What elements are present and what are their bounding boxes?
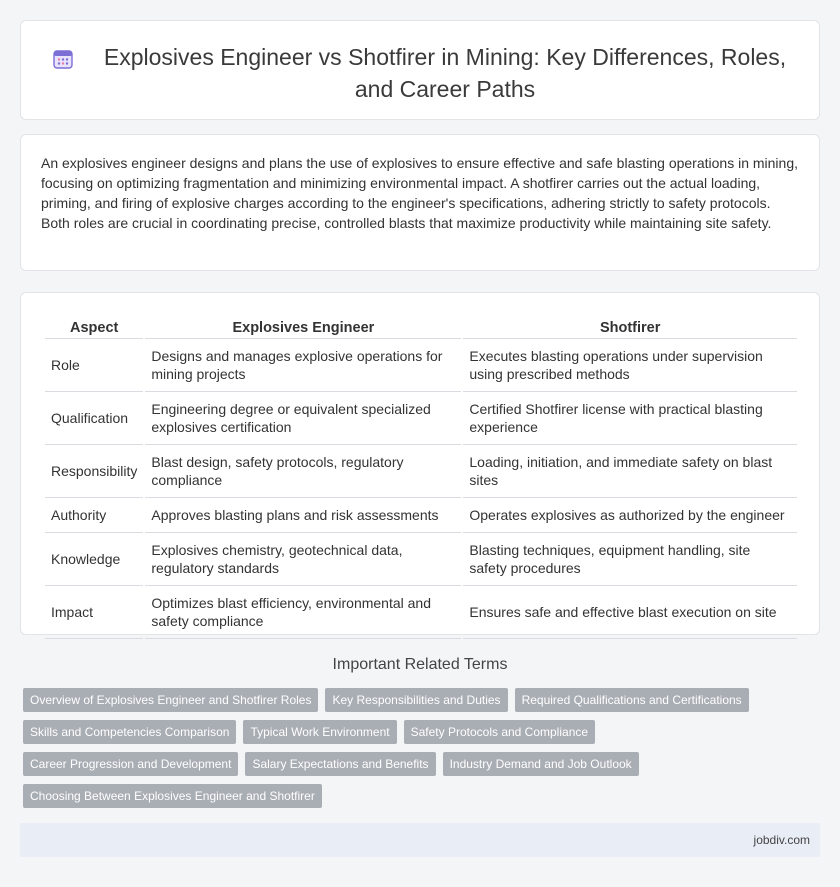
table-row — [45, 392, 797, 445]
cell-aspect: Role — [45, 339, 143, 392]
comparison-table — [43, 315, 799, 639]
related-terms-list — [23, 688, 803, 808]
related-terms-heading: Important Related Terms — [332, 656, 508, 673]
cell-engineer: Designs and manages explosive operations for mining projects — [145, 339, 461, 392]
footer-bar — [20, 823, 820, 857]
title-card — [20, 20, 820, 120]
cell-aspect: Impact — [45, 586, 143, 639]
header-aspect: Aspect — [45, 315, 143, 339]
table-row — [45, 586, 797, 639]
header-engineer: Explosives Engineer — [145, 315, 461, 339]
related-term-tag[interactable]: Industry Demand and Job Outlook — [443, 752, 639, 776]
cell-engineer: Approves blasting plans and risk assessments — [145, 498, 461, 533]
intro-paragraph: An explosives engineer designs and plans the use of explosives to ensure effective and safe blasting operations in mining, focusing on optimizing fragmentation and minimizing environmental impact. A shotfirer carries out the actual loading, priming, and firing of explosive charges according to the engineer's specifications, adhering strictly to safety protocols. Both roles are crucial in coordinating precise, controlled blasts that maximize productivity while maintaining site safety. — [41, 155, 798, 231]
cell-engineer: Explosives chemistry, geotechnical data, regulatory standards — [145, 533, 461, 586]
related-term-tag[interactable]: Typical Work Environment — [243, 720, 396, 744]
cell-shotfirer: Ensures safe and effective blast execution on site — [463, 586, 797, 639]
cell-shotfirer: Certified Shotfirer license with practical blasting experience — [463, 392, 797, 445]
cell-engineer: Blast design, safety protocols, regulatory compliance — [145, 445, 461, 498]
related-term-tag[interactable]: Required Qualifications and Certifications — [515, 688, 749, 712]
table-row — [45, 339, 797, 392]
cell-aspect: Responsibility — [45, 445, 143, 498]
cell-engineer: Optimizes blast efficiency, environmental and safety compliance — [145, 586, 461, 639]
comparison-card — [20, 292, 820, 635]
related-term-tag[interactable]: Overview of Explosives Engineer and Shotfirer Roles — [23, 688, 318, 712]
related-term-tag[interactable]: Skills and Competencies Comparison — [23, 720, 236, 744]
table-header-row — [45, 315, 797, 339]
intro-card — [20, 134, 820, 271]
related-term-tag[interactable]: Career Progression and Development — [23, 752, 238, 776]
header-shotfirer: Shotfirer — [463, 315, 797, 339]
related-term-tag[interactable]: Safety Protocols and Compliance — [404, 720, 595, 744]
related-term-tag[interactable]: Key Responsibilities and Duties — [325, 688, 507, 712]
table-row — [45, 498, 797, 533]
cell-shotfirer: Blasting techniques, equipment handling, site safety procedures — [463, 533, 797, 586]
cell-shotfirer: Operates explosives as authorized by the engineer — [463, 498, 797, 533]
related-term-tag[interactable]: Salary Expectations and Benefits — [245, 752, 435, 776]
cell-shotfirer: Executes blasting operations under supervision using prescribed methods — [463, 339, 797, 392]
page-title: Explosives Engineer vs Shotfirer in Mining: Key Differences, Roles, and Career Paths — [103, 44, 787, 102]
table-row — [45, 445, 797, 498]
related-term-tag[interactable]: Choosing Between Explosives Engineer and Shotfirer — [23, 784, 322, 808]
cell-aspect: Knowledge — [45, 533, 143, 586]
cell-engineer: Engineering degree or equivalent specialized explosives certification — [145, 392, 461, 445]
cell-aspect: Authority — [45, 498, 143, 533]
table-row — [45, 533, 797, 586]
footer-site-link[interactable]: jobdiv.com — [753, 833, 810, 847]
cell-shotfirer: Loading, initiation, and immediate safety on blast sites — [463, 445, 797, 498]
cell-aspect: Qualification — [45, 392, 143, 445]
